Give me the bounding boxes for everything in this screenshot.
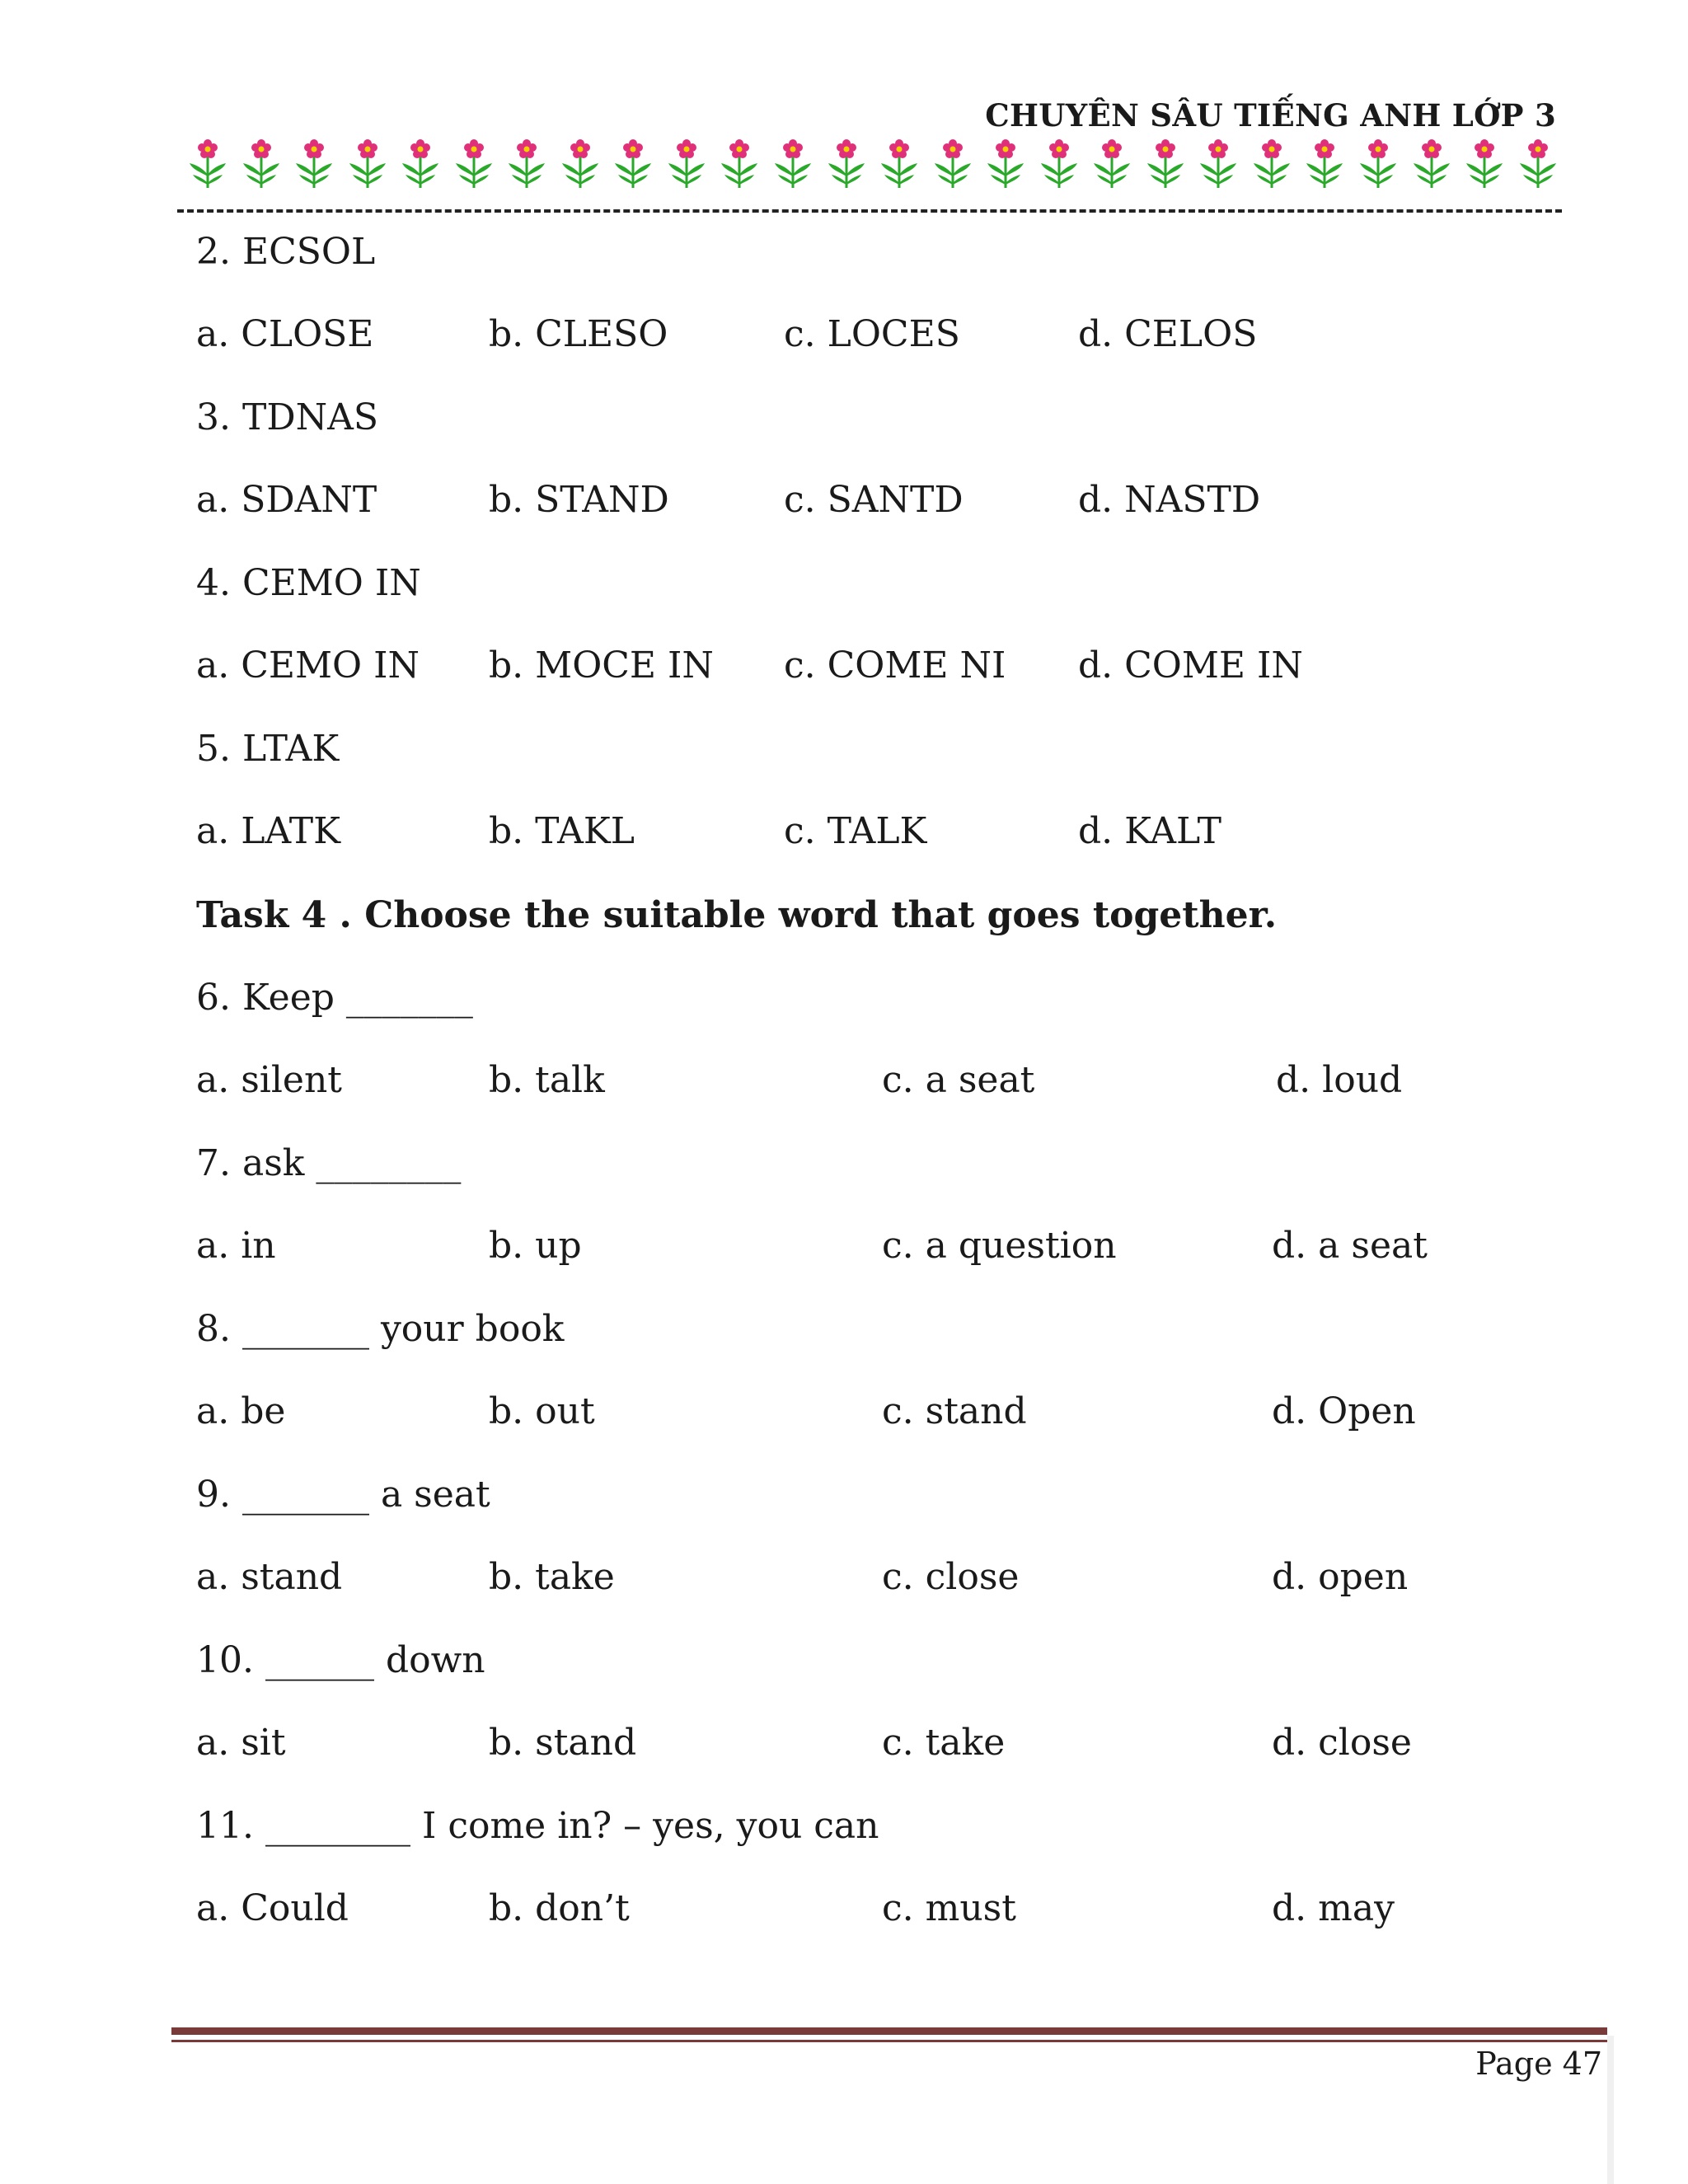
options-row [196,1059,1548,1108]
flower-icon [560,138,600,190]
option[interactable]: a. be [196,1390,286,1432]
flower-icon [879,138,919,190]
option[interactable]: d. CELOS [1078,313,1258,355]
option[interactable]: d. may [1272,1887,1395,1929]
option[interactable]: a. CEMO IN [196,644,420,687]
option[interactable]: d. Open [1272,1390,1416,1432]
options-row [196,644,1548,694]
options-row [196,810,1548,860]
option[interactable]: d. KALT [1078,810,1221,852]
option[interactable]: b. stand [489,1722,637,1764]
page-shadow [1607,2036,1614,2184]
flower-icon [241,138,281,190]
option[interactable]: b. out [489,1390,595,1432]
flower-icon [348,138,387,190]
flower-border [188,138,1558,190]
question-stem: 2. ECSOL [196,231,376,273]
option[interactable]: b. TAKL [489,810,635,852]
option[interactable]: d. open [1272,1556,1409,1598]
question-stem: 9. _______ a seat [196,1474,490,1516]
flower-icon [1039,138,1079,190]
option[interactable]: c. COME NI [784,644,1006,687]
option[interactable]: d. NASTD [1078,479,1261,521]
flower-icon [933,138,973,190]
flower-icon [401,138,440,190]
options-row [196,1390,1548,1440]
option[interactable]: a. silent [196,1059,342,1101]
flower-icon [507,138,546,190]
flower-icon [1358,138,1398,190]
question-stem: 4. CEMO IN [196,562,421,604]
option[interactable]: b. CLESO [489,313,668,355]
option[interactable]: d. loud [1276,1059,1403,1101]
options-row [196,313,1548,363]
option[interactable]: d. a seat [1272,1225,1428,1267]
question-stem: 6. Keep _______ [196,977,473,1019]
task-heading: Task 4 . Choose the suitable word that goes together. [196,894,1278,936]
question-stem: 10. ______ down [196,1639,485,1681]
flower-icon [1305,138,1344,190]
flower-icon [1465,138,1504,190]
question-stem: 3. TDNAS [196,396,379,438]
options-row [196,1225,1548,1274]
question-stem: 8. _______ your book [196,1308,565,1350]
options-row [196,1722,1548,1771]
header-divider [177,209,1562,213]
option[interactable]: d. close [1272,1722,1412,1764]
option[interactable]: a. LATK [196,810,341,852]
question-stem: 11. ________ I come in? – yes, you can [196,1805,879,1847]
flower-icon [1412,138,1451,190]
footer-rule [171,2027,1607,2035]
flower-icon [667,138,706,190]
option[interactable]: b. up [489,1225,582,1267]
page-number: Page 47 [1475,2046,1602,2082]
option[interactable]: d. COME IN [1078,644,1303,687]
flower-icon [827,138,866,190]
option[interactable]: c. SANTD [784,479,964,521]
option[interactable]: a. SDANT [196,479,377,521]
option[interactable]: b. don’t [489,1887,630,1929]
option[interactable]: a. in [196,1225,276,1267]
option[interactable]: a. CLOSE [196,313,374,355]
option[interactable]: b. MOCE IN [489,644,714,687]
flower-icon [986,138,1025,190]
option[interactable]: a. stand [196,1556,343,1598]
option[interactable]: a. sit [196,1722,286,1764]
flower-icon [1198,138,1238,190]
question-stem: 7. ask ________ [196,1142,462,1184]
option[interactable]: c. close [882,1556,1020,1598]
option[interactable]: c. LOCES [784,313,960,355]
option[interactable]: c. a question [882,1225,1117,1267]
option[interactable]: c. TALK [784,810,927,852]
option[interactable]: b. take [489,1556,615,1598]
flower-icon [613,138,653,190]
option[interactable]: a. Could [196,1887,349,1929]
option[interactable]: c. must [882,1887,1016,1929]
footer-rule-thin [171,2040,1607,2042]
option[interactable]: c. stand [882,1390,1027,1432]
header-title: CHUYÊN SÂU TIẾNG ANH LỚP 3 [985,97,1556,134]
flower-icon [773,138,813,190]
flower-icon [1146,138,1185,190]
flower-icon [294,138,334,190]
flower-icon [188,138,227,190]
question-stem: 5. LTAK [196,728,340,770]
options-row [196,1556,1548,1605]
flower-icon [720,138,759,190]
flower-icon [1092,138,1132,190]
options-row [196,1887,1548,1937]
option[interactable]: c. a seat [882,1059,1035,1101]
option[interactable]: b. STAND [489,479,669,521]
flower-icon [1252,138,1292,190]
option[interactable]: b. talk [489,1059,605,1101]
option[interactable]: c. take [882,1722,1006,1764]
flower-icon [454,138,494,190]
flower-icon [1518,138,1558,190]
options-row [196,479,1548,528]
